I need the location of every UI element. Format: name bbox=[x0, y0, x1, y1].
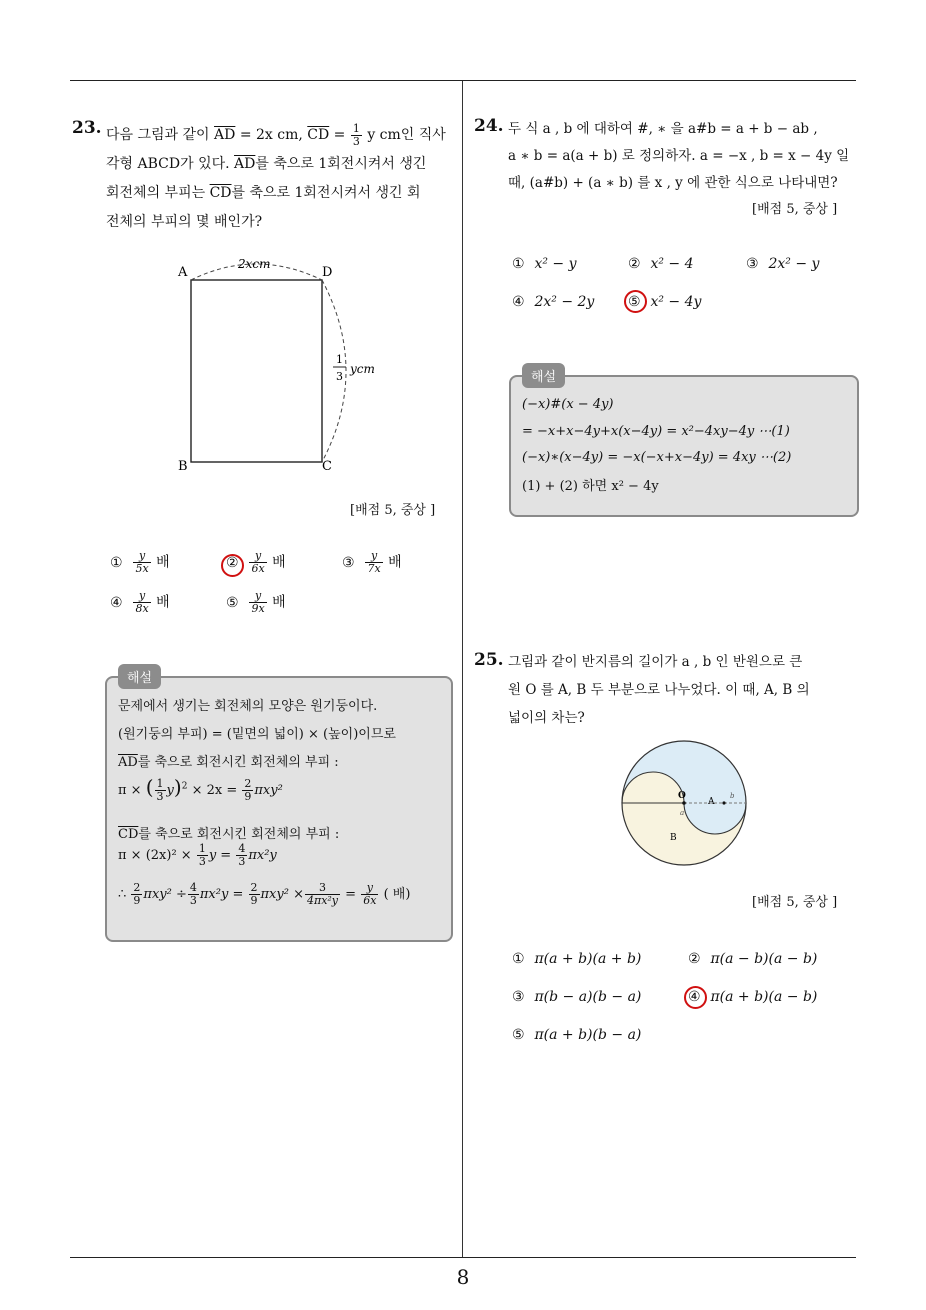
option-text: π(a + b)(a + b) bbox=[534, 951, 642, 967]
solution-text: y bbox=[166, 783, 174, 798]
denominator: 9 bbox=[133, 894, 141, 907]
q23-option-3[interactable] bbox=[342, 550, 402, 575]
option-mark: ② bbox=[628, 256, 641, 272]
stem-text: 원 O 를 A, B 두 부분으로 나누었다. 이 때, A, B 의 bbox=[508, 682, 810, 698]
fraction bbox=[155, 778, 166, 803]
fraction bbox=[242, 778, 253, 803]
option-mark: ③ bbox=[342, 554, 355, 571]
option-mark: ② bbox=[688, 951, 701, 967]
vertex-d-label: D bbox=[322, 265, 333, 280]
vertex-a-label: A bbox=[178, 265, 188, 280]
denominator: 3 bbox=[189, 894, 197, 907]
rectangle-abcd bbox=[191, 280, 322, 462]
solution-text: πxy² ÷ bbox=[143, 887, 187, 902]
numerator: 1 bbox=[352, 121, 360, 135]
page-number: 8 bbox=[456, 1265, 470, 1289]
q24-option-2[interactable] bbox=[628, 256, 694, 272]
radius-a-label: a bbox=[680, 809, 685, 817]
q24-score: [배점 5, 중상 ] bbox=[752, 202, 838, 217]
fraction bbox=[305, 882, 340, 907]
option-mark: ④ bbox=[688, 989, 701, 1005]
stem-text: = 2x cm, bbox=[239, 127, 303, 143]
segment-cd: $\overline{CD}$ bbox=[209, 185, 232, 201]
q25-score: [배점 5, 중상 ] bbox=[752, 895, 838, 910]
denominator: 3 bbox=[198, 855, 206, 868]
solution-text: πxy² bbox=[254, 783, 283, 798]
stem-text: 를 축으로 1회전시켜서 생긴 bbox=[255, 156, 427, 172]
radius-b-label: b bbox=[730, 792, 735, 800]
solution-line bbox=[118, 823, 339, 842]
option-mark: ① bbox=[512, 951, 525, 967]
solution-line: (1) + (2) 하면 x² − 4y bbox=[522, 479, 659, 494]
q23-option-5[interactable] bbox=[226, 590, 286, 615]
option-text: x² − 4 bbox=[650, 256, 694, 272]
stem-text: 전체의 부피의 몇 배인가? bbox=[106, 214, 263, 230]
solution-line: = −x+x−4y+x(x−4y) = x²−4xy−4y ⋯(1) bbox=[522, 424, 790, 439]
center-o-label: O bbox=[678, 791, 686, 801]
stem-text: 를 축으로 1회전시켜서 생긴 회 bbox=[231, 185, 421, 201]
selected-answer-circle bbox=[624, 290, 647, 313]
numerator: y bbox=[361, 882, 378, 895]
stem-text: 각형 ABCD가 있다. bbox=[106, 156, 230, 172]
q25-option-3[interactable] bbox=[512, 989, 641, 1005]
fraction bbox=[351, 123, 362, 148]
fraction bbox=[131, 882, 142, 907]
q24-solution-tag: 해설 bbox=[522, 363, 565, 388]
segment-cd: $\overline{CD}$ bbox=[118, 827, 139, 842]
solution-text: y = bbox=[208, 848, 232, 863]
solution-text: = bbox=[345, 887, 357, 902]
solution-line: 문제에서 생기는 회전체의 모양은 원기둥이다. bbox=[118, 699, 378, 714]
option-mark: ⑤ bbox=[512, 1027, 525, 1043]
stem-text: a ∗ b = a(a + b) 로 정의하자. a = −x , b = x − 4y 일 bbox=[508, 148, 850, 164]
stem-text: = bbox=[333, 127, 346, 143]
question-23-number: 23. bbox=[72, 118, 102, 138]
vertex-b-label: B bbox=[178, 459, 188, 474]
denominator: 8x bbox=[135, 602, 149, 615]
question-25-stem bbox=[508, 648, 810, 732]
numerator: 4 bbox=[238, 842, 246, 855]
denominator: 9 bbox=[250, 894, 258, 907]
option-fraction bbox=[249, 590, 266, 615]
fraction bbox=[249, 882, 260, 907]
top-rule bbox=[70, 80, 856, 81]
denominator: 3 bbox=[238, 855, 246, 868]
solution-text: πxy² × bbox=[260, 887, 304, 902]
exponent: 2 bbox=[181, 781, 188, 792]
option-mark: ④ bbox=[110, 594, 123, 611]
segment-ad: $\overline{AD}$ bbox=[214, 127, 236, 143]
vertex-c-label: C bbox=[322, 459, 332, 474]
question-23-stem bbox=[106, 121, 446, 237]
selected-answer-circle bbox=[684, 986, 707, 1009]
numerator: 1 bbox=[198, 842, 206, 855]
rectangle-figure bbox=[170, 250, 390, 475]
segment-ad: $\overline{AD}$ bbox=[234, 156, 256, 172]
option-mark: ⑤ bbox=[628, 294, 641, 310]
stem-text: 회전체의 부피는 bbox=[106, 185, 206, 201]
fraction bbox=[188, 882, 199, 907]
denominator: 6x bbox=[251, 562, 265, 575]
solution-line bbox=[118, 751, 339, 770]
option-text: 2x² − 2y bbox=[534, 294, 595, 310]
option-unit: 배 bbox=[388, 554, 402, 571]
region-a-label: A bbox=[708, 797, 715, 807]
q24-option-3[interactable] bbox=[746, 256, 819, 272]
q24-option-4[interactable] bbox=[512, 294, 594, 310]
numerator: 2 bbox=[250, 881, 258, 894]
denominator: 3 bbox=[352, 134, 360, 148]
option-text: π(a + b)(a − b) bbox=[710, 989, 818, 1005]
top-length-label: 2xcm bbox=[238, 257, 271, 271]
option-fraction bbox=[249, 550, 266, 575]
numerator: 1 bbox=[156, 777, 164, 790]
denominator: 3 bbox=[156, 790, 164, 803]
paren: ( bbox=[145, 775, 154, 799]
option-mark: ② bbox=[226, 554, 239, 571]
stem-text: 그림과 같이 반지름의 길이가 a , b 인 반원으로 큰 bbox=[508, 654, 803, 670]
solution-text: × 2x = bbox=[191, 783, 238, 798]
option-unit: 배 bbox=[272, 554, 286, 571]
option-unit: 배 bbox=[156, 554, 170, 571]
option-mark: ③ bbox=[512, 989, 525, 1005]
option-unit: 배 bbox=[272, 594, 286, 611]
option-fraction bbox=[133, 550, 150, 575]
option-fraction bbox=[133, 590, 150, 615]
numerator: y bbox=[365, 550, 382, 563]
q24-option-1[interactable] bbox=[512, 256, 577, 272]
column-divider bbox=[462, 81, 463, 1258]
solution-line: (원기둥의 부피) = (밑면의 넓이) × (높이)이므로 bbox=[118, 727, 396, 742]
q23-option-1[interactable] bbox=[110, 550, 170, 575]
stem-text: 넓이의 차는? bbox=[508, 710, 585, 726]
q23-option-4[interactable] bbox=[110, 590, 170, 615]
option-text: x² − y bbox=[534, 256, 577, 272]
solution-line: (−x)#(x − 4y) bbox=[522, 397, 614, 412]
numerator: y bbox=[249, 590, 266, 603]
numerator: y bbox=[133, 590, 150, 603]
option-mark: ③ bbox=[746, 256, 759, 272]
question-25-number: 25. bbox=[474, 650, 504, 670]
paren: ) bbox=[173, 775, 182, 799]
segment-ad: $\overline{AD}$ bbox=[118, 755, 138, 770]
q25-option-5[interactable] bbox=[512, 1027, 641, 1043]
option-mark: ① bbox=[512, 256, 525, 272]
option-text: π(a + b)(b − a) bbox=[534, 1027, 642, 1043]
solution-text: ( 배) bbox=[383, 887, 411, 902]
solution-text: 를 축으로 회전시킨 회전체의 부피 : bbox=[138, 827, 340, 842]
stem-text: 때, (a#b) + (a ∗ b) 를 x , y 에 관한 식으로 나타내면? bbox=[508, 175, 838, 191]
denominator: 9 bbox=[244, 790, 252, 803]
question-24-stem bbox=[508, 116, 849, 197]
solution-text: πx²y = bbox=[199, 887, 244, 902]
question-24-number: 24. bbox=[474, 116, 504, 136]
numerator: 2 bbox=[133, 881, 141, 894]
denominator: 6x bbox=[363, 894, 377, 907]
solution-text: π × (2x)² × bbox=[118, 848, 192, 863]
solution-text: π × bbox=[118, 783, 142, 798]
option-fraction bbox=[365, 550, 382, 575]
stem-text: 다음 그림과 같이 bbox=[106, 127, 210, 143]
option-mark: ⑤ bbox=[226, 594, 239, 611]
region-b-label: B bbox=[670, 833, 677, 843]
numerator: y bbox=[133, 550, 150, 563]
solution-line bbox=[118, 775, 283, 803]
therefore-symbol: ∴ bbox=[118, 887, 127, 902]
solution-line bbox=[118, 843, 277, 868]
bottom-rule bbox=[70, 1257, 856, 1258]
denominator: 7x bbox=[367, 562, 381, 575]
denominator: 4πx²y bbox=[306, 894, 339, 907]
stem-text: 두 식 a , b 에 대하여 #, ∗ 을 a#b = a + b − ab , bbox=[508, 121, 818, 137]
segment-cd: $\overline{CD}$ bbox=[307, 127, 330, 143]
solution-line bbox=[118, 882, 410, 907]
option-text: x² − 4y bbox=[650, 294, 702, 310]
q25-option-4[interactable] bbox=[688, 989, 817, 1005]
solution-line: (−x)∗(x−4y) = −x(−x+x−4y) = 4xy ⋯(2) bbox=[522, 450, 792, 465]
fraction bbox=[197, 843, 208, 868]
numerator: 3 bbox=[305, 882, 340, 895]
numerator: 2 bbox=[244, 777, 252, 790]
option-text: 2x² − y bbox=[768, 256, 820, 272]
option-text: π(b − a)(b − a) bbox=[534, 989, 642, 1005]
q25-option-1[interactable] bbox=[512, 951, 641, 967]
q25-option-2[interactable] bbox=[688, 951, 817, 967]
fraction bbox=[361, 882, 378, 907]
center-point bbox=[682, 801, 686, 805]
selected-answer-circle bbox=[221, 554, 244, 577]
q23-score: [배점 5, 중상 ] bbox=[350, 503, 436, 518]
stem-text: y cm인 직사 bbox=[367, 127, 446, 143]
denominator: 5x bbox=[135, 562, 149, 575]
option-mark: ① bbox=[110, 554, 123, 571]
denominator: 9x bbox=[251, 602, 265, 615]
small-center-point bbox=[722, 801, 725, 804]
option-mark: ④ bbox=[512, 294, 525, 310]
side-frac-num: 1 bbox=[336, 353, 343, 366]
numerator: 4 bbox=[189, 881, 197, 894]
fraction bbox=[236, 843, 247, 868]
q23-solution-tag: 해설 bbox=[118, 664, 161, 689]
numerator: y bbox=[249, 550, 266, 563]
option-text: π(a − b)(a − b) bbox=[710, 951, 818, 967]
solution-text: πx²y bbox=[248, 848, 277, 863]
side-frac-den: 3 bbox=[336, 370, 343, 383]
option-unit: 배 bbox=[156, 594, 170, 611]
solution-text: 를 축으로 회전시킨 회전체의 부피 : bbox=[137, 755, 339, 770]
side-length-unit: ycm bbox=[350, 362, 375, 376]
circle-figure bbox=[620, 740, 760, 870]
